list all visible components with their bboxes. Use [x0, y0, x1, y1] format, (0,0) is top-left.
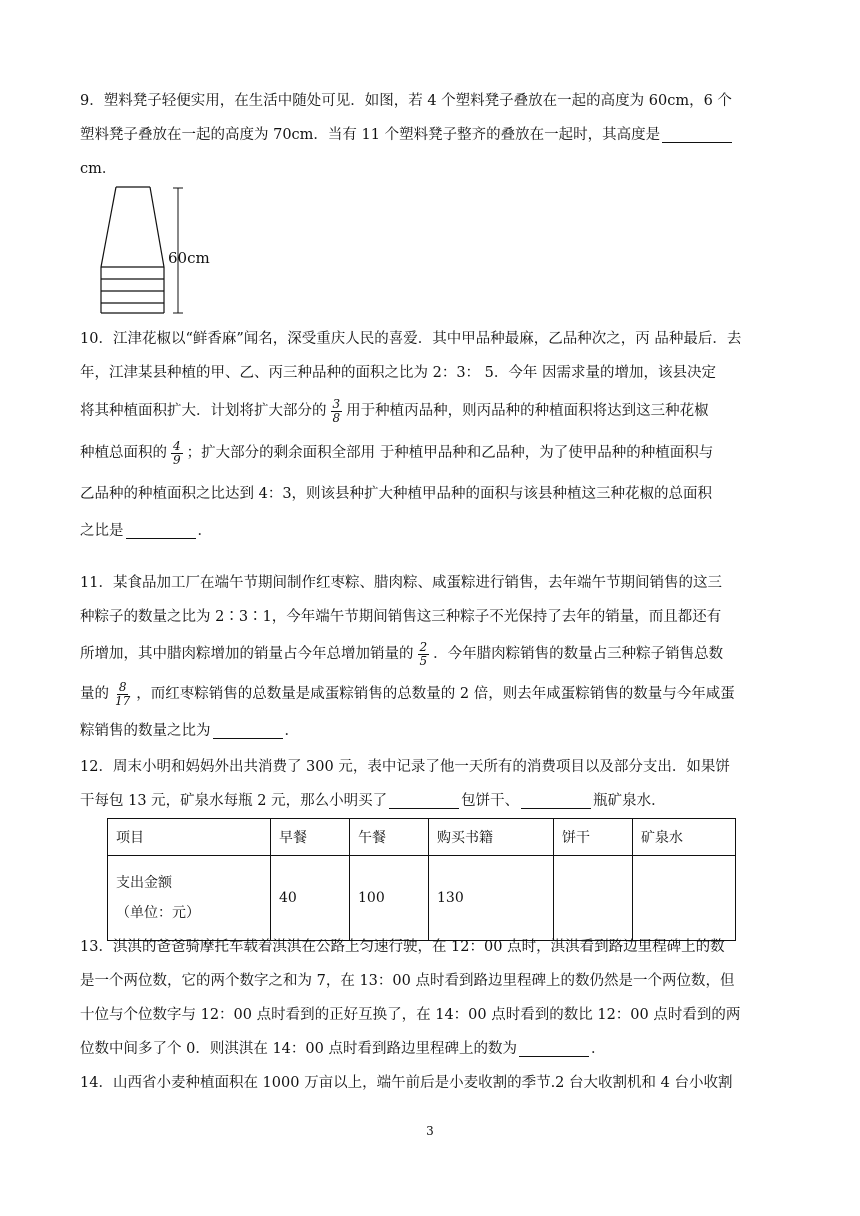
table-header-cell: 午餐 — [350, 819, 429, 856]
table-cell: 100 — [350, 856, 429, 941]
height-label: 60cm — [168, 249, 210, 267]
table-row — [108, 856, 736, 941]
q13-line-3: 十位与个位数字与 12：00 点时看到的正好互换了，在 14：00 点时看到的数比 12：00 点时看到的两 — [80, 1007, 741, 1023]
q14-line-1: 14．山西省小麦种植面积在 1000 万亩以上，端午前后是小麦收割的季节.2 台大收割机和 4 台小收割 — [80, 1075, 733, 1091]
q11-answer-blank[interactable] — [213, 724, 283, 739]
q13-answer-blank[interactable] — [519, 1042, 589, 1057]
q12-line-2: 干每包 13 元，矿泉水每瓶 2 元，那么小明买了 包饼干、 瓶矿泉水． — [80, 793, 666, 809]
q11-line-5: 粽销售的数量之比为 ． — [80, 723, 299, 739]
q10-line-2: 年，江津某县种植的甲、乙、丙三种品种的面积之比为 2：3： 5．今年 因需求量的增加，该县决定 — [80, 365, 716, 381]
q9-line-2: 塑料凳子叠放在一起的高度为 70cm．当有 11 个塑料凳子整齐的叠放在一起时，其高度是 — [80, 118, 780, 152]
question-9 — [80, 84, 780, 186]
table-cell — [554, 856, 633, 941]
fraction-4-9: $\frac{4}{9}$ — [173, 438, 181, 467]
q13-line-1: 13．淇淇的爸爸骑摩托车载着淇淇在公路上匀速行驶，在 12：00 点时，淇淇看到路边里程碑上的数 — [80, 939, 725, 955]
table-cell: 40 — [271, 856, 350, 941]
question-10 — [80, 322, 780, 548]
q11-line-3: 所增加，其中腊肉粽增加的销量占今年总增加销量的 $\frac{2}{5}$ ．今年腊肉粽销售的数量占三种粽子销售总数 — [80, 639, 724, 668]
q12-water-blank[interactable] — [521, 794, 591, 809]
table-header-row — [108, 819, 736, 856]
q12-biscuit-blank[interactable] — [389, 794, 459, 809]
q9-answer-blank[interactable] — [662, 128, 732, 143]
fraction-8-17: $\frac{8}{17}$ — [115, 679, 131, 708]
q13-line-4: 位数中间多了个 0．则淇淇在 14：00 点时看到路边里程碑上的数为 ． — [80, 1041, 606, 1057]
q10-line-6: 之比是 ． — [80, 523, 212, 539]
table-cell — [633, 856, 736, 941]
q11-line-2: 种粽子的数量之比为 2∶3∶1，今年端午节期间销售这三种粽子不光保持了去年的销量，而且都还有 — [80, 609, 722, 625]
question-13 — [80, 930, 780, 1066]
table-header-cell: 饼干 — [554, 819, 633, 856]
table-header-cell: 项目 — [108, 819, 271, 856]
question-14 — [80, 1066, 780, 1100]
fraction-3-8: $\frac{3}{8}$ — [332, 396, 341, 425]
q10-line-5: 乙品种的种植面积之比达到 4：3，则该县种扩大种植甲品种的面积与该县种植这三种花椒的总面积 — [80, 486, 713, 502]
page-number: 3 — [426, 1124, 434, 1138]
q9-line-1: 9．塑料凳子轻便实用，在生活中随处可见．如图，若 4 个塑料凳子叠放在一起的高度为 60cm，6 个 — [80, 93, 732, 109]
q11-line-1: 11．某食品加工厂在端午节期间制作红枣粽、腊肉粽、咸蛋粽进行销售，去年端午节期间销售的这三 — [80, 575, 722, 591]
fraction-2-5: $\frac{2}{5}$ — [419, 639, 428, 668]
q10-line-3: 将其种植面积扩大．计划将扩大部分的 $\frac{3}{8}$ 用于种植丙品种，则丙品种的种植面积将达到这三种花椒 — [80, 396, 709, 425]
expense-table — [107, 818, 736, 941]
table-header-cell: 矿泉水 — [633, 819, 736, 856]
table-header-cell: 早餐 — [271, 819, 350, 856]
question-12 — [80, 750, 780, 818]
q10-line-1: 10．江津花椒以“鲜香麻”闻名，深受重庆人民的喜爱．其中甲品种最麻，乙品种次之，丙 品种最后．去 — [80, 331, 742, 347]
q11-line-4: 量的 $\frac{8}{17}$ ，而红枣粽销售的总数量是咸蛋粽销售的总数量的 2 倍，则去年咸蛋粽销售的数量与今年咸蛋 — [80, 679, 735, 708]
table-header-cell: 购买书籍 — [429, 819, 554, 856]
stacked-stools-figure — [98, 185, 228, 325]
question-11 — [80, 566, 780, 748]
q9-line-3: cm． — [80, 161, 117, 177]
row-label-cell: 支出金额 （单位：元） — [108, 856, 271, 941]
q12-line-1: 12．周末小明和妈妈外出共消费了 300 元，表中记录了他一天所有的消费项目以及部分支出．如果饼 — [80, 759, 730, 775]
q10-answer-blank[interactable] — [126, 524, 196, 539]
q13-line-2: 是一个两位数，它的两个数字之和为 7，在 13：00 点时看到路边里程碑上的数仍然是一个两位数，但 — [80, 973, 735, 989]
q10-line-4: 种植总面积的 $\frac{4}{9}$ ；扩大部分的剩余面积全部用 于种植甲品种和乙品种，为了使甲品种的种植面积与 — [80, 438, 714, 467]
table-cell: 130 — [429, 856, 554, 941]
